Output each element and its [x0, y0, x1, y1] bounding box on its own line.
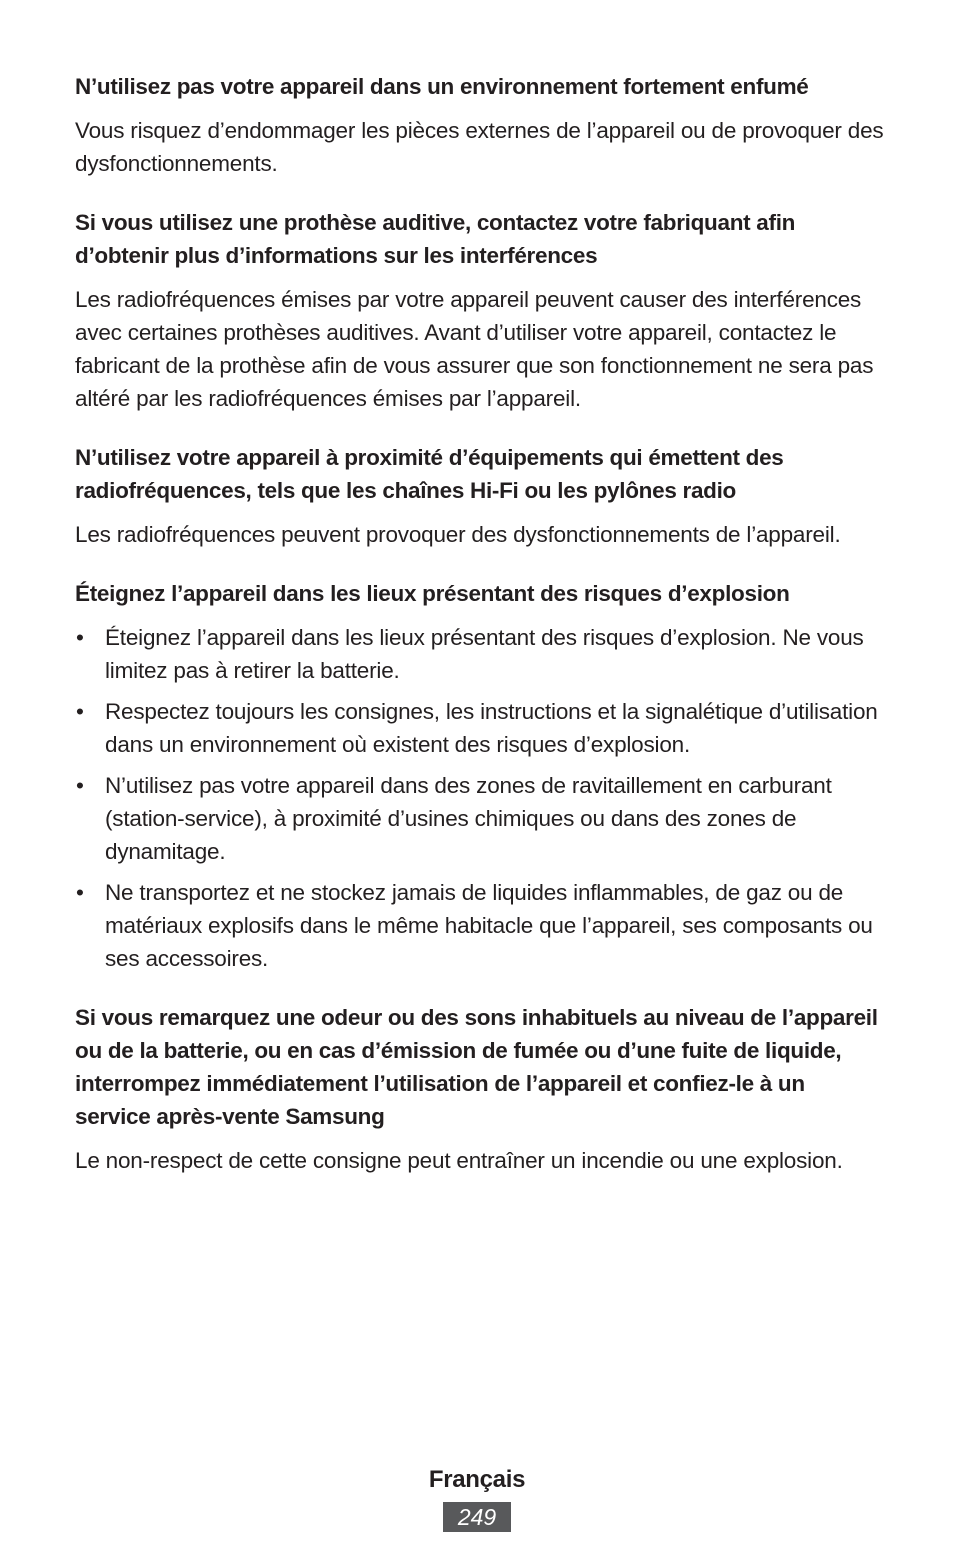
section-heading: Si vous utilisez une prothèse auditive, contactez votre fabriquant afin d’obtenir plus d’informations sur les interférences: [75, 210, 796, 268]
page-footer: [0, 1462, 954, 1532]
footer-language: Français: [428, 1466, 526, 1493]
list-item: [75, 621, 885, 687]
section-smoke: [75, 70, 885, 180]
list-item: [75, 876, 885, 975]
bullet-icon: •: [76, 880, 84, 905]
bullet-icon: •: [76, 699, 84, 724]
section-radio-equipment: [75, 441, 885, 551]
section-heading: Éteignez l’appareil dans les lieux présentant des risques d’explosion: [75, 581, 790, 606]
list-item: [75, 695, 885, 761]
page-number: 249: [443, 1502, 511, 1532]
list-item-text: Respectez toujours les consignes, les instructions et la signalétique d’utilisation dans un environnement où existent des risques d’explosion.: [105, 699, 878, 757]
section-hearing-aid: [75, 206, 885, 415]
section-paragraph: Les radiofréquences émises par votre appareil peuvent causer des interférences avec certaines prothèses auditives. Avant d’utiliser votre appareil, contactez le fabricant de la prothèse afin de vous assurer que son fonctionnement ne sera pas altéré par les radiofréquences émises par l’appareil.: [75, 287, 874, 411]
bullet-list: [75, 621, 885, 975]
list-item-text: N’utilisez pas votre appareil dans des zones de ravitaillement en carburant (station-service), à proximité d’usines chimiques ou dans des zones de dynamitage.: [105, 773, 832, 864]
section-explosion-risk: [75, 577, 885, 975]
document-body: [75, 70, 885, 1177]
list-item-text: Ne transportez et ne stockez jamais de liquides inflammables, de gaz ou de matériaux explosifs dans le même habitacle que l’appareil, ses composants ou ses accessoires.: [105, 880, 873, 971]
section-paragraph: Les radiofréquences peuvent provoquer des dysfonctionnements de l’appareil.: [75, 522, 841, 547]
section-heading: N’utilisez pas votre appareil dans un environnement fortement enfumé: [75, 74, 809, 99]
list-item-text: Éteignez l’appareil dans les lieux présentant des risques d’explosion. Ne vous limitez pas à retirer la batterie.: [105, 625, 864, 683]
bullet-icon: •: [76, 625, 84, 650]
bullet-icon: •: [76, 773, 84, 798]
list-item: [75, 769, 885, 868]
section-heading: N’utilisez votre appareil à proximité d’équipements qui émettent des radiofréquences, tels que les chaînes Hi-Fi ou les pylônes radio: [75, 445, 784, 503]
section-heading: Si vous remarquez une odeur ou des sons inhabituels au niveau de l’appareil ou de la batterie, ou en cas d’émission de fumée ou d’une fuite de liquide, interrompez immédiatement l’utilisation de l’appareil et confiez-le à un service après-vente Samsung: [75, 1005, 878, 1129]
section-odor-smoke: [75, 1001, 885, 1177]
section-paragraph: Vous risquez d’endommager les pièces externes de l’appareil ou de provoquer des dysfonctionnements.: [75, 118, 884, 176]
section-paragraph: Le non-respect de cette consigne peut entraîner un incendie ou une explosion.: [75, 1148, 843, 1173]
